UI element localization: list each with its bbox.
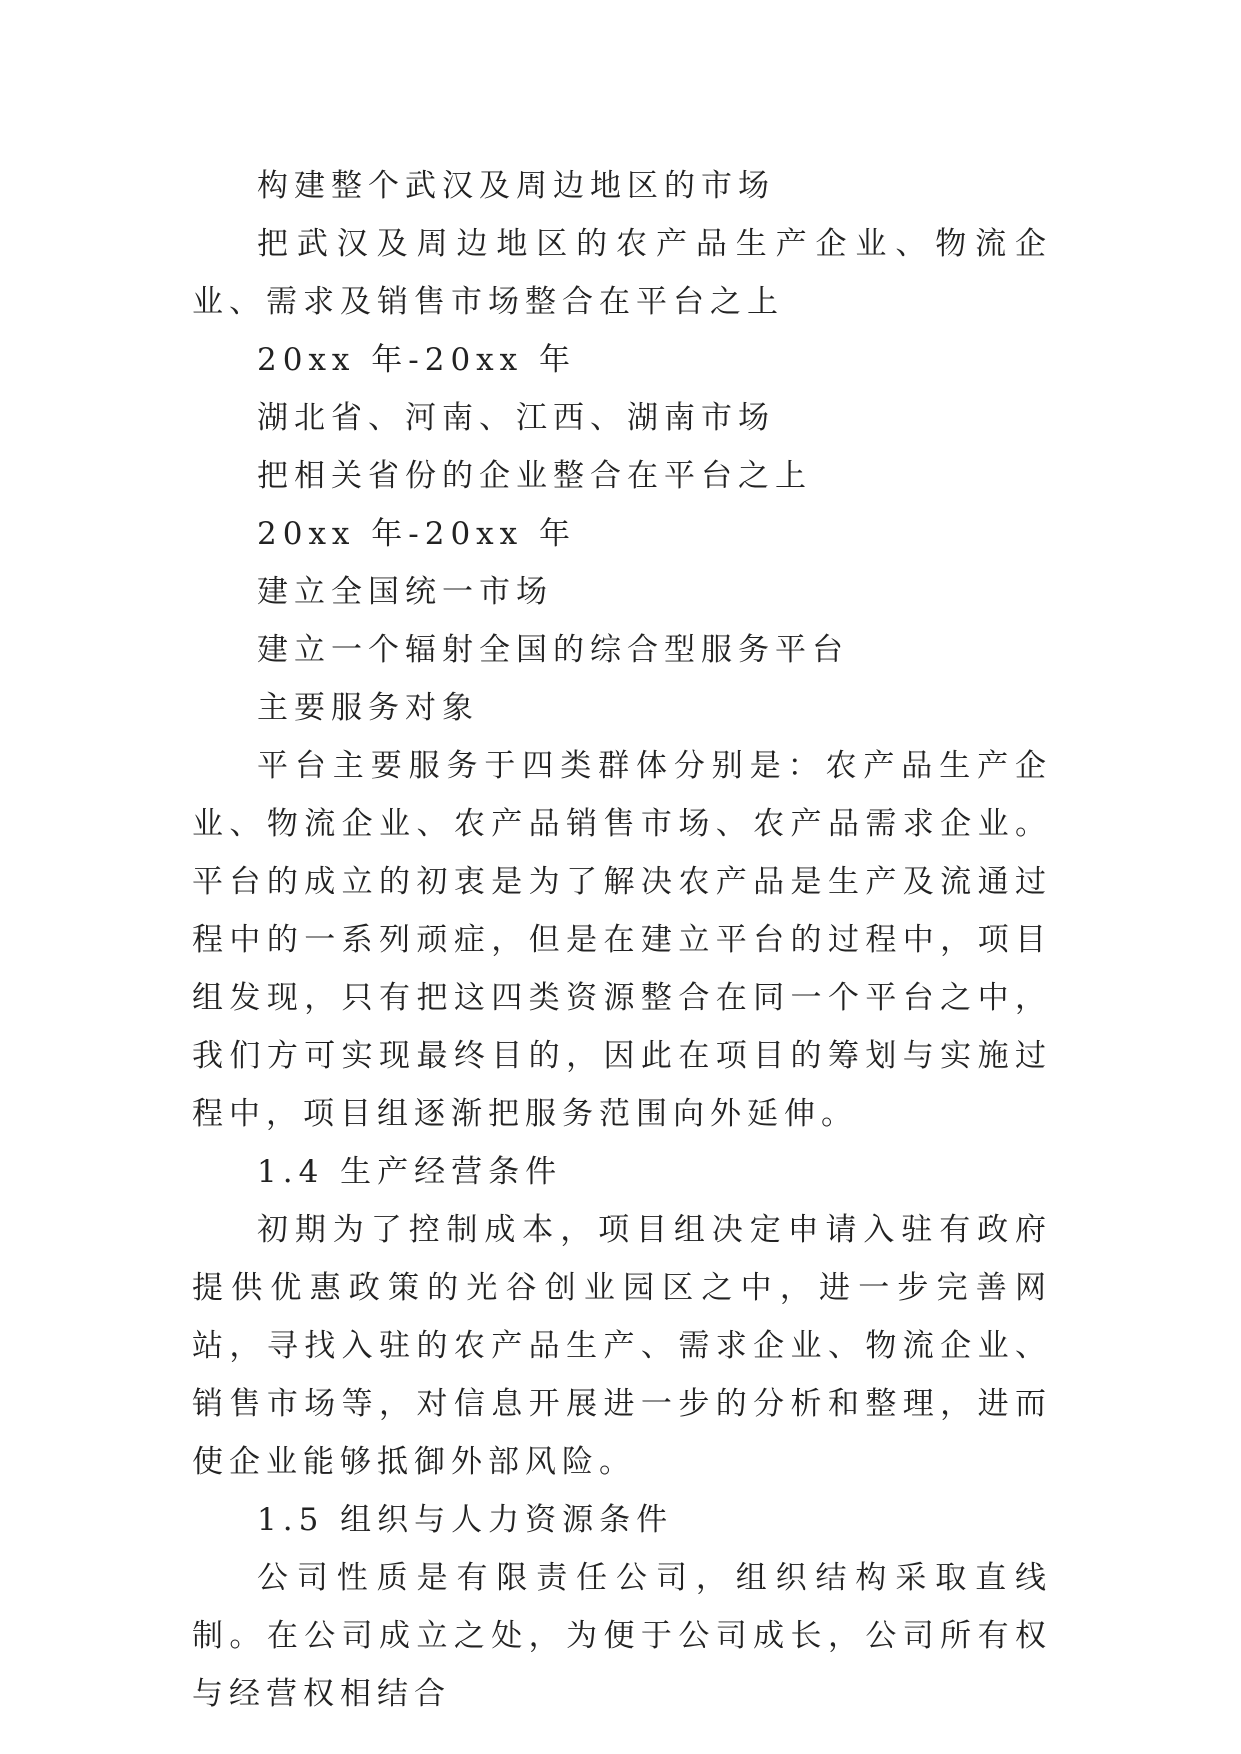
- paragraph: 把武汉及周边地区的农产品生产企业、物流企业、需求及销售市场整合在平台之上: [192, 226, 1052, 320]
- paragraph: 建立一个辐射全国的综合型服务平台: [257, 632, 849, 668]
- paragraph: 初期为了控制成本，项目组决定申请入驻有政府提供优惠政策的光谷创业园区之中，进一步完善网站，寻找入驻的农产品生产、需求企业、物流企业、销售市场等，对信息开展进一步的分析和整理，进而使企业能够抵御外部风险。: [192, 1212, 1052, 1480]
- paragraph: 建立全国统一市场: [257, 574, 553, 610]
- section-heading: 主要服务对象: [257, 690, 479, 726]
- paragraph: 湖北省、河南、江西、湖南市场: [257, 400, 775, 436]
- paragraph: 平台主要服务于四类群体分别是：农产品生产企业、物流企业、农产品销售市场、农产品需求企业。平台的成立的初衷是为了解决农产品是生产及流通过程中的一系列顽症，但是在建立平台的过程中，项目组发现，只有把这四类资源整合在同一个平台之中，我们方可实现最终目的，因此在项目的筹划与实施过程中，项目组逐渐把服务范围向外延伸。: [192, 748, 1052, 1132]
- section-heading: 1.4 生产经营条件: [257, 1154, 563, 1190]
- paragraph: 公司性质是有限责任公司，组织结构采取直线制。在公司成立之处，为便于公司成长，公司所有权与经营权相结合: [192, 1560, 1052, 1712]
- document-body: [192, 157, 1052, 1723]
- paragraph: 20xx 年-20xx 年: [257, 516, 577, 552]
- paragraph: 把相关省份的企业整合在平台之上: [257, 458, 812, 494]
- section-heading: 1.5 组织与人力资源条件: [257, 1502, 674, 1538]
- paragraph: 构建整个武汉及周边地区的市场: [257, 168, 775, 204]
- paragraph: 20xx 年-20xx 年: [257, 342, 577, 378]
